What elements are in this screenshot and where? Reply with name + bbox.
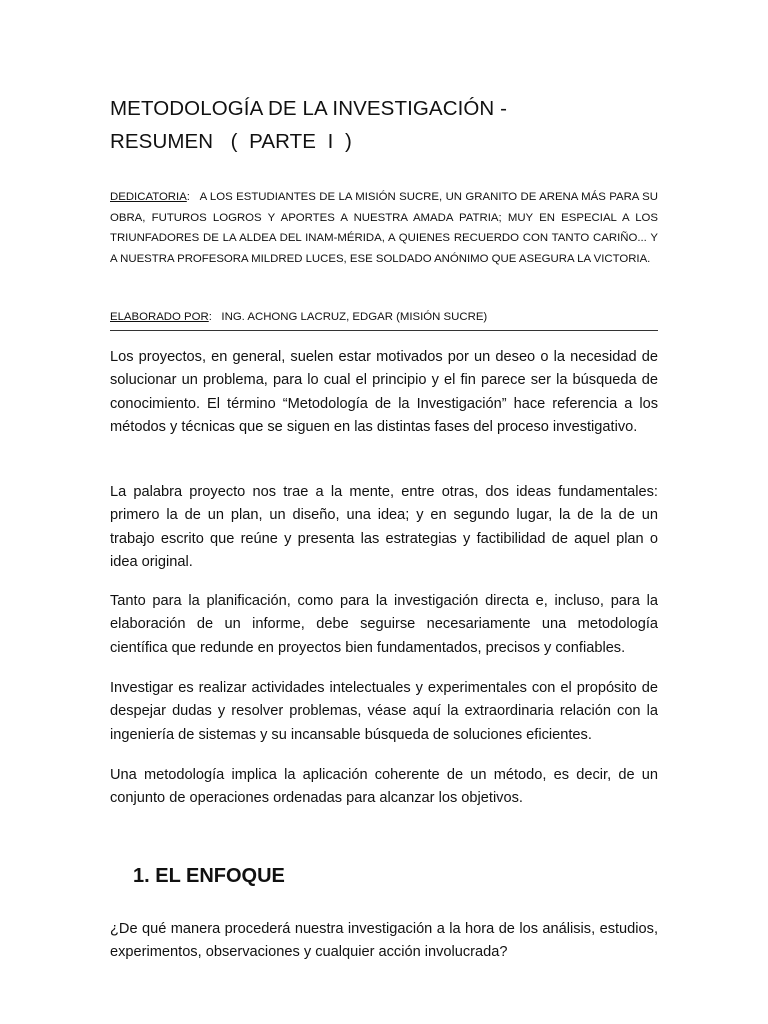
- section-heading: 1. EL ENFOQUE: [133, 865, 285, 887]
- title-line-1: METODOLOGÍA DE LA INVESTIGACIÓN -: [110, 97, 508, 120]
- body-paragraph-3: Tanto para la planificación, como para la investigación directa e, incluso, para la elaboración de un informe, debe seguirse necesariamente una metodología científica que redunde en proyectos bien fundamentados, precisos y confiables.: [110, 593, 658, 656]
- title-line-2: RESUMEN ( PARTE I ): [110, 130, 352, 153]
- author-label: ELABORADO POR: [110, 311, 209, 323]
- author-line: ELABORADO POR: ING. ACHONG LACRUZ, EDGAR (MISIÓN SUCRE): [110, 311, 488, 323]
- body-paragraph-2: La palabra proyecto nos trae a la mente, entre otras, dos ideas fundamentales: primero la de un plan, un diseño, una idea; y en segundo lugar, la de la de un trabajo escrito que reúne y presenta las estrategias y factibilidad de aquel plan o idea original.: [110, 484, 658, 571]
- document-title: [110, 92, 507, 158]
- dedication: DEDICATORIA: A LOS ESTUDIANTES DE LA MISIÓN SUCRE, UN GRANITO DE ARENA MÁS PARA SU OBRA, FUTUROS LOGROS Y APORTES A NUESTRA AMADA PATRIA; MUY EN ESPECIAL A LOS TRIUNFADORES DE LA ALDEA DEL INAM-MÉRIDA, A QUIENES RECUERDO CON TANTO CARIÑO... Y A NUESTRA PROFESORA MILDRED LUCES, ESE SOLDADO ANÓNIMO QUE ASEGURA LA VICTORIA.: [110, 191, 659, 265]
- body-paragraph-4: Investigar es realizar actividades intelectuales y experimentales con el propósito de despejar dudas y resolver problemas, véase aquí la extraordinaria relación con la ingeniería de sistemas y su incansable búsqueda de soluciones eficientes.: [110, 680, 658, 743]
- dedication-label: DEDICATORIA: [110, 191, 187, 203]
- author-text: ING. ACHONG LACRUZ, EDGAR (MISIÓN SUCRE): [221, 311, 488, 323]
- section-paragraph: ¿De qué manera procederá nuestra investigación a la hora de los análisis, estudios, experimentos, observaciones y cualquier acción involucrada?: [110, 921, 658, 961]
- header-divider: [110, 330, 658, 331]
- dedication-text: A LOS ESTUDIANTES DE LA MISIÓN SUCRE, UN GRANITO DE ARENA MÁS PARA SU OBRA, FUTUROS LOGROS Y APORTES A NUESTRA AMADA PATRIA; MUY EN ESPECIAL A LOS TRIUNFADORES DE LA ALDEA DEL INAM-MÉRIDA, A QUIENES RECUERDO CON TANTO CARIÑO... Y A NUESTRA PROFESORA MILDRED LUCES, ESE SOLDADO ANÓNIMO QUE ASEGURA LA VICTORIA.: [110, 191, 659, 265]
- body-paragraph-1: Los proyectos, en general, suelen estar motivados por un deseo o la necesidad de solucionar un problema, para lo cual el principio y el fin parece ser la búsqueda de conocimiento. El término “Metodología de la Investigación” hace referencia a los métodos y técnicas que se siguen en las distintas fases del proceso investigativo.: [110, 349, 658, 436]
- body-paragraph-5: Una metodología implica la aplicación coherente de un método, es decir, de un conjunto de operaciones ordenadas para alcanzar los objetivos.: [110, 767, 658, 807]
